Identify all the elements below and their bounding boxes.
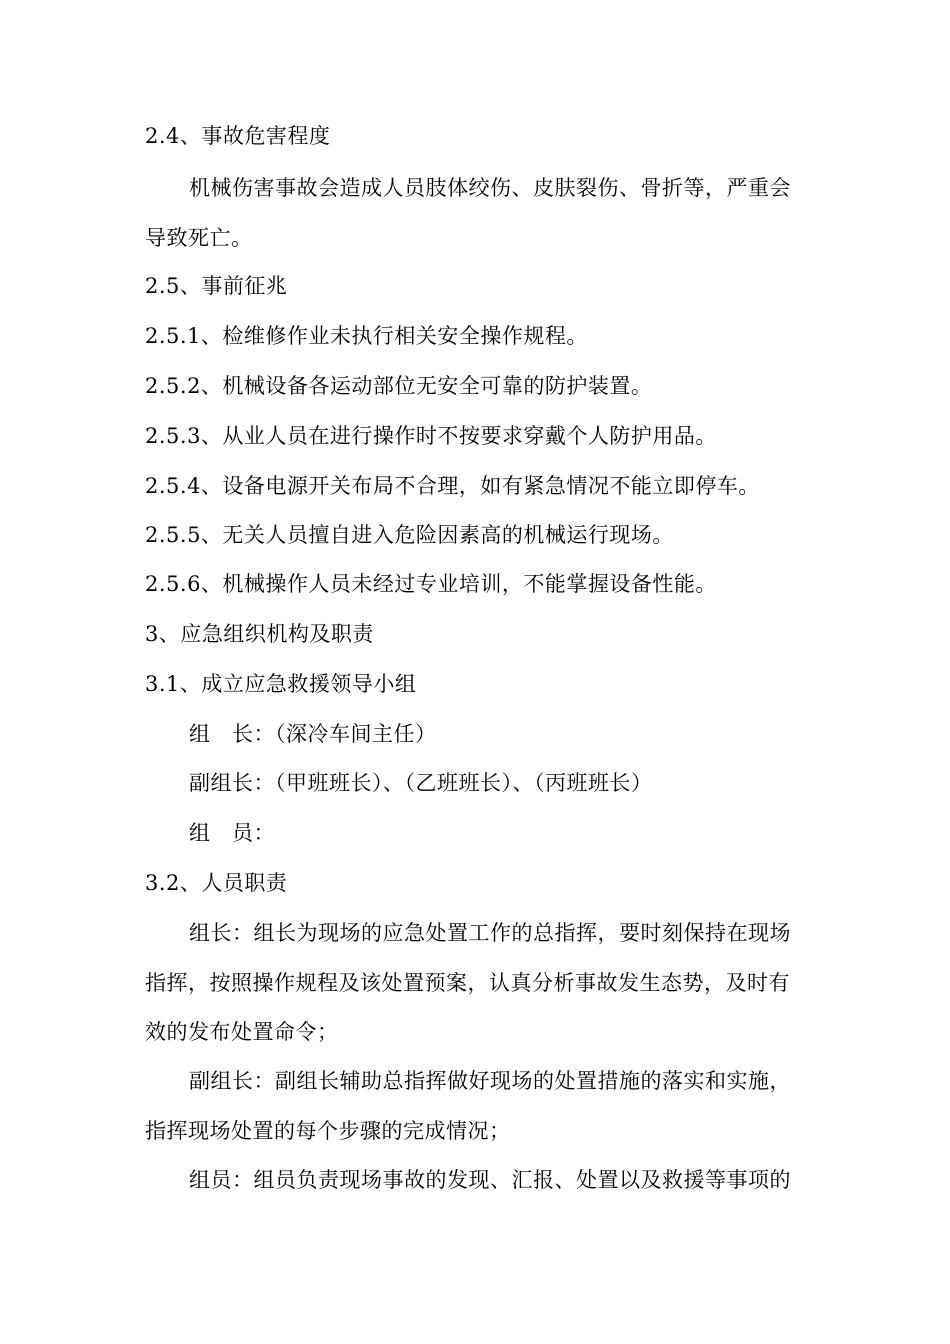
paragraph-line: 导致死亡。 (145, 226, 253, 250)
paragraph-line: 指挥，按照操作规程及该处置预案，认真分析事故发生态势，及时有 (145, 971, 790, 995)
team-member-line: 组 员： (189, 821, 275, 845)
heading-3-1: 3.1、成立应急救援领导小组 (145, 672, 417, 696)
paragraph-line: 指挥现场处置的每个步骤的完成情况； (145, 1119, 511, 1143)
list-item-2-5-6: 2.5.6、机械操作人员未经过专业培训，不能掌握设备性能。 (145, 572, 717, 596)
paragraph-line: 机械伤害事故会造成人员肢体绞伤、皮肤裂伤、骨折等，严重会 (189, 176, 791, 200)
list-item-2-5-1: 2.5.1、检维修作业未执行相关安全操作规程。 (145, 324, 588, 348)
paragraph-line: 副组长：副组长辅助总指挥做好现场的处置措施的落实和实施， (189, 1069, 791, 1093)
heading-2-5: 2.5、事前征兆 (145, 274, 288, 298)
team-leader-line: 组 长：（深冷车间主任） (189, 722, 437, 746)
list-item-2-5-5: 2.5.5、无关人员擅自进入危险因素高的机械运行现场。 (145, 523, 674, 547)
heading-3: 3、应急组织机构及职责 (145, 622, 374, 646)
list-item-2-5-3: 2.5.3、从业人员在进行操作时不按要求穿戴个人防护用品。 (145, 424, 717, 448)
heading-2-4: 2.4、事故危害程度 (145, 124, 331, 148)
list-item-2-5-2: 2.5.2、机械设备各运动部位无安全可靠的防护装置。 (145, 374, 653, 398)
paragraph-line: 组员：组员负责现场事故的发现、汇报、处置以及救援等事项的 (189, 1168, 791, 1192)
heading-3-2: 3.2、人员职责 (145, 871, 288, 895)
deputy-leader-line: 副组长：（甲班班长）、（乙班班长）、（丙班班长） (189, 771, 653, 795)
list-item-2-5-4: 2.5.4、设备电源开关布局不合理，如有紧急情况不能立即停车。 (145, 474, 760, 498)
paragraph-line: 效的发布处置命令； (145, 1020, 339, 1044)
paragraph-line: 组长：组长为现场的应急处置工作的总指挥，要时刻保持在现场 (189, 921, 791, 945)
